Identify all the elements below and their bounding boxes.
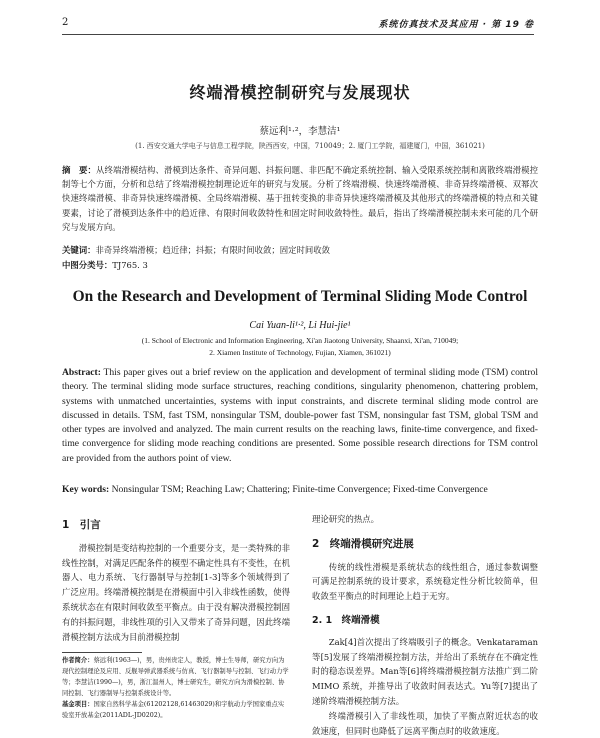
classification-label: 中图分类号： bbox=[62, 260, 113, 270]
chinese-title: 终端滑模控制研究与发展现状 bbox=[189, 83, 411, 102]
running-header bbox=[62, 16, 534, 35]
footnote-fund-info bbox=[62, 699, 290, 721]
left-column bbox=[62, 518, 290, 644]
classification-number bbox=[62, 259, 538, 271]
journal-name: 系统仿真技术及其应用 · 第 19 卷 bbox=[378, 20, 534, 30]
footnote-author-text: 蔡远利(1963—)，男，贵州贵定人，教授，博士生导师，研究方向为现代控制理论及应用、反舰导弹武器系统与仿真、飞行器制导与控制、飞行动力学等；李慧洁(1990—)，男，浙江温州人，博士研究生，研究方向为滑模控制、协同控制、飞行器制导与控制系统设计等。 bbox=[62, 657, 289, 697]
english-abstract-text: This paper gives out a brief review on the application and development of terminal sliding mode (TSM) control theory. The terminal sliding mode surface structures, reaching conditions, singularity phenomenon, chattering problem, systems with unmatched uncertainties, systems with input constraints, and discrete terminal sliding mode control are discussed in details. TSM, fast TSM, nonsingular TSM, double-power fast TSM, nonsingular fast TSM, global TSM and other types are involved and analyzed. The main current results on the reaching laws, finite-time convergence, and fixed-time convergence for sliding mode reaching conditions are presented. Some possible research directions for TSM control are provided from the authors point of view. bbox=[62, 367, 538, 464]
section-2-1-paragraph-2: 终端滑模引入了非线性项，加快了平衡点附近状态的收敛速度，但同时也降低了远离平衡点时的收敛速度。 bbox=[312, 710, 538, 736]
english-affiliation-2: 2. Xiamen Institute of Technology, Fujian, Xiamen, 361021) bbox=[209, 348, 391, 357]
page-number: 2 bbox=[62, 17, 69, 28]
chinese-keywords-text: 非奇异终端滑模；趋近律；抖振；有限时间收敛；固定时间收敛 bbox=[95, 245, 330, 255]
english-title: On the Research and Development of Terminal Sliding Mode Control bbox=[72, 288, 528, 305]
chinese-abstract-text: 从终端滑模结构、滑模到达条件、奇异问题、抖振问题、非匹配不确定系统控制、输入受限系统控制和离散终端滑模控制等七个方面，分析和总结了终端滑模控制理论近年的研究与发展。分析了终端滑模、快速终端滑模、非奇异终端滑模、双幂次快速终端滑模、非奇异快速终端滑模、全局终端滑模、基于扭转变换的非奇异快速终端滑模及其他形式的终端滑模的特点和关键要素，讨论了滑模到达条件中的趋近律、有限时间收敛特性和固定时间收敛特性。最后，指出了终端滑模控制未来可能的几个研究与发展方向。 bbox=[62, 165, 539, 232]
footnote bbox=[62, 655, 290, 721]
chinese-abstract bbox=[62, 163, 538, 234]
section-2-1-paragraph-1: Zak[4]首次提出了终端吸引子的概念。Venkataraman等[5]发展了终端滑模控制方法，并给出了系统存在不确定性时的稳态误差界。Man等[6]将终端滑模控制方法推广到二阶 MIMO 系统，并推导出了收敛时间表达式。Yu等[7]提出了递阶终端滑模控制方法。 bbox=[312, 636, 538, 706]
chinese-authors: 蔡远利¹·²，李慧洁¹ bbox=[259, 126, 341, 137]
english-authors: Cai Yuan-li¹·², Li Hui-jie¹ bbox=[249, 320, 351, 331]
chinese-keywords-label: 关键词： bbox=[62, 245, 96, 255]
english-affiliation-1: (1. School of Electronic and Information Engineering, Xi'an Jiaotong University, Shaanxi, Xi'an, 710049; bbox=[141, 336, 459, 345]
section-1-heading: 1 引言 bbox=[62, 519, 101, 531]
english-keywords bbox=[62, 484, 538, 495]
footnote-fund-label: 基金项目： bbox=[62, 701, 94, 708]
right-column bbox=[312, 512, 538, 738]
footnote-author-info bbox=[62, 655, 290, 699]
chinese-abstract-label: 摘 要： bbox=[62, 165, 97, 175]
chinese-affiliation: (1. 西安交通大学电子与信息工程学院，陕西西安，中国，710049；2. 厦门工学院，福建厦门，中国，361021) bbox=[135, 142, 485, 150]
section-2-heading: 2 终端滑模研究进展 bbox=[312, 537, 414, 550]
chinese-keywords bbox=[62, 244, 538, 256]
section-1-paragraph: 滑模控制是变结构控制的一个重要分支，是一类特殊的非线性控制，对满足匹配条件的模型不确定性具有不变性，在机器人、电力系统、飞行器制导与控制[1-3]等多个领域得到了广泛应用。终端滑模控制是在滑模面中引入非线性函数，使得系统状态在有限时间收敛至平衡点。由于没有解决滑模控制固有的抖振问题，非线性项的引入又带来了奇异问题，因此终端滑模控制方法成为目前滑模控制 bbox=[62, 542, 290, 642]
footnote-divider bbox=[62, 652, 142, 653]
section-2-paragraph: 传统的线性滑模是系统状态的线性组合，通过参数调整可满足控制系统的设计要求，系统稳定性分析比较简单，但收敛至平衡点的时间理论上趋于无穷。 bbox=[312, 561, 538, 602]
english-abstract bbox=[62, 366, 538, 466]
english-keywords-label: Key words: bbox=[62, 484, 110, 495]
english-keywords-text: Nonsingular TSM; Reaching Law; Chattering; Finite-time Convergence; Fixed-time Convergence bbox=[109, 484, 488, 495]
section-2-1-heading: 2. 1 终端滑模 bbox=[312, 614, 380, 626]
footnote-fund-text: 国家自然科学基金(61202128,61463029)和宇航动力学国家重点实验室开放基金(2011ADL-JD0202)。 bbox=[62, 701, 285, 719]
continuation-text: 理论研究的热点。 bbox=[312, 514, 379, 524]
english-abstract-label: Abstract: bbox=[62, 367, 101, 378]
classification-value: TJ765. 3 bbox=[112, 260, 148, 270]
footnote-author-label: 作者简介： bbox=[62, 657, 94, 664]
